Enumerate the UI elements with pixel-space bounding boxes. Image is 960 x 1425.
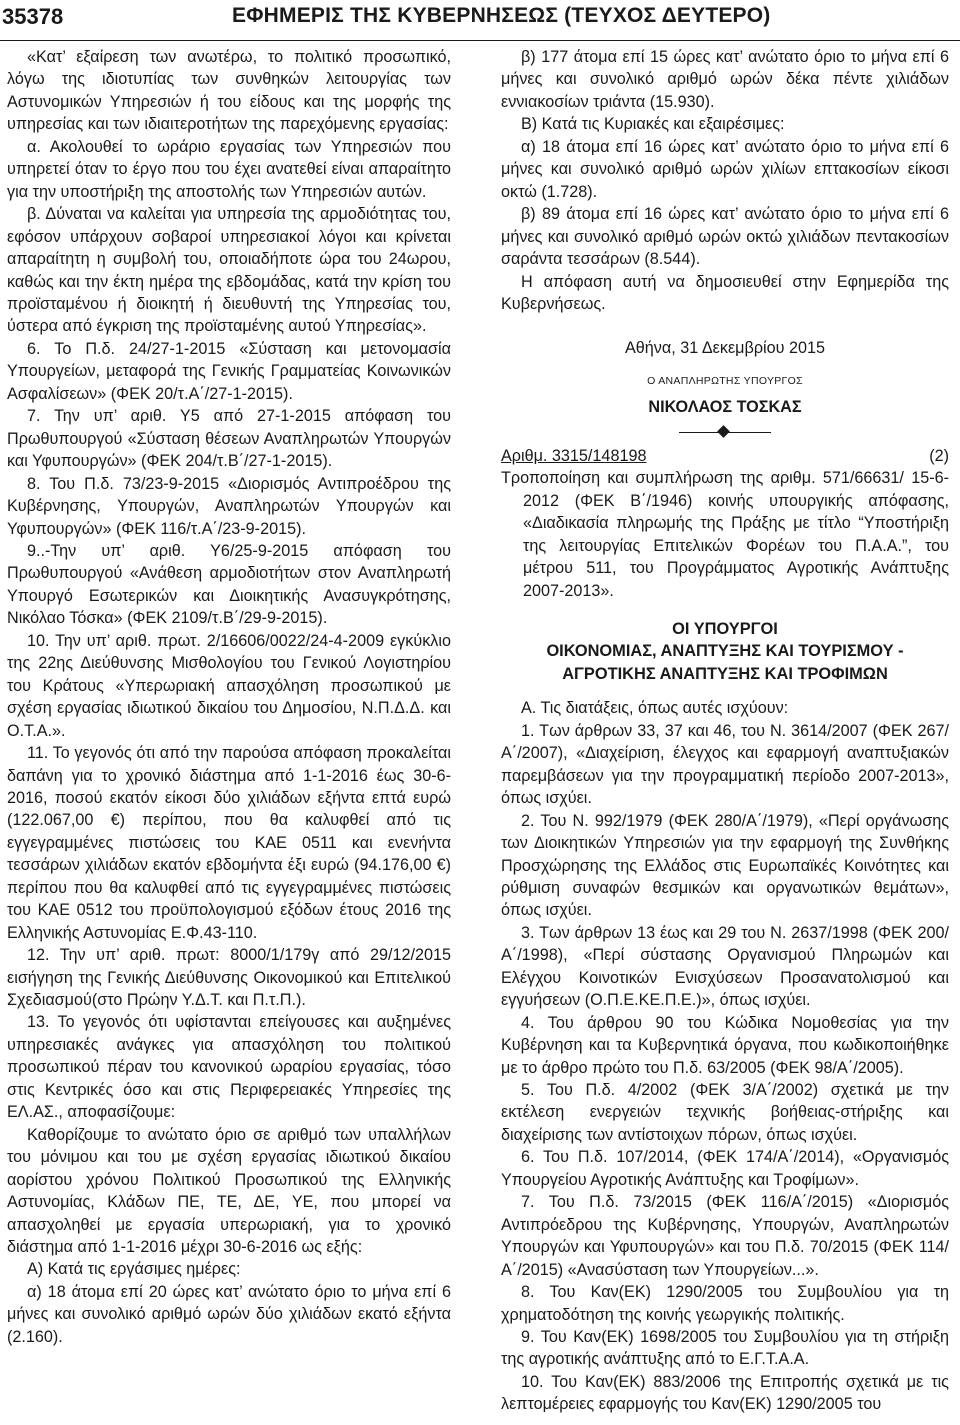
page-header bbox=[0, 0, 960, 41]
paragraph-item-10: 10. Την υπ’ αριθ. πρωτ. 2/16606/0022/24-4-2009 εγκύκλιο της 22ης Διεύθυνσης Μισθολογίου του Γενικού Λογιστηρίου του Κράτους «Υπερωριακή απασχόληση προσωπικού με σχέση εργασίας ιδιωτικού δικαίου του Δημοσίου, Ν.Π.Δ.Δ. και Ο.Τ.Α.». bbox=[7, 631, 451, 740]
spacer bbox=[501, 315, 949, 337]
decision-number: Αριθμ. 3315/148198 bbox=[501, 446, 647, 465]
divider bbox=[679, 427, 771, 439]
paragraph-item-b: β. Δύναται να καλείται για υπηρεσία της αρμοδιότητας του, εφόσον υπάρχουν σοβαροί υπηρεσιακοί λόγοι και κρίνεται απαραίτητη η συμβολή του, οποιαδήποτε ώρα του 24ωρου, καθώς και την έκτη ημέρα της εβδομάδας, κατά την κρίση του προϊσταμένου ή διοικητή ή διευθυντή της Υπηρεσίας του, ύστερα από έγκριση της προϊσταμένης αυτού Υπηρεσίας». bbox=[7, 205, 451, 336]
decision-subject: Τροποποίηση και συμπλήρωση της αριθμ. 571/66631/ 15-6-2012 (ΦΕΚ Β΄/1946) κοινής υπουργικής απόφασης, «Διαδικασία πληρωμής της Πράξης με τίτλο “Υποστήριξη της λειτουργίας Επιτελικών Φορέων του Π.Α.Α.”, του μέτρου 511, του Προγράμματος Αγροτικής Ανάπτυξης 2007-2013». bbox=[501, 469, 949, 600]
ministers-line-2: ΟΙΚΟΝΟΜΙΑΣ, ΑΝΑΠΤΥΞΗΣ ΚΑΙ ΤΟΥΡΙΣΜΟΥ - bbox=[546, 642, 904, 661]
provision-item-9: 9. Του Καν(ΕΚ) 1698/2005 του Συμβουλίου για τη στήριξη της αγροτικής ανάπτυξης από το Ε.Γ.Τ.Α.Α. bbox=[501, 1328, 949, 1369]
provision-item-7: 7. Του Π.δ. 73/2015 (ΦΕΚ 116/Α΄/2015) «Διορισμός Αντιπρόεδρου της Κυβέρνησης, Υπουργών, Αναπληρωτών Υπουργών και Υφυπουργών» και του Π.δ. 70/2015 (ΦΕΚ 114/Α΄/2015) «Ανασύσταση των Υπουργείων...». bbox=[501, 1193, 949, 1279]
sundays-item-b: β) 89 άτομα επί 16 ώρες κατ’ ανώτατο όριο το μήνα επί 6 μήνες και συνολικό αριθμό ωρών οκτώ χιλιάδων πεντακοσίων σαράντα τεσσάρων (8.544). bbox=[501, 205, 949, 269]
paragraph-item-12: 12. Την υπ’ αριθ. πρωτ: 8000/1/179γ από 29/12/2015 εισήγηση της Γενικής Διεύθυνσης Οικονομικού και Επιτελικού Σχεδιασμού(στο Πρώην Υ.Δ.Τ. και Π.τ.Π.). bbox=[7, 946, 451, 1010]
ministers-line-1: ΟΙ ΥΠΟΥΡΓΟΙ bbox=[672, 619, 778, 638]
provision-item-2: 2. Του Ν. 992/1979 (ΦΕΚ 280/Α΄/1979), «Περί οργάνωσης των Διοικητικών Υπηρεσιών για την εφαρμογή της Συνθήκης Προσχώρησης της Ελλάδος στις Ευρωπαϊκές Κοινότητες και ρύθμιση συναφών θεσμικών και οργανωτικών θεμάτων», όπως ισχύει. bbox=[501, 811, 949, 920]
left-column bbox=[7, 46, 451, 1348]
place-date: Αθήνα, 31 Δεκεμβρίου 2015 bbox=[624, 339, 825, 358]
paragraph-item-a: α. Ακολουθεί το ωράριο εργασίας των Υπηρεσιών που υπηρετεί όταν το έργο που του έχει ανατεθεί είναι απαραίτητο για την υποστήριξη της αποστολής των Υπηρεσιών αυτών. bbox=[7, 137, 451, 201]
provision-item-1: 1. Των άρθρων 33, 37 και 46, του Ν. 3614/2007 (ΦΕΚ 267/Α΄/2007), «Διαχείριση, έλεγχος και εφαρμογή αναπτυξιακών παρεμβάσεων για την προγραμματική περίοδο 2007-2013», όπως ισχύει. bbox=[501, 721, 949, 808]
publication-paragraph: Η απόφαση αυτή να δημοσιευθεί στην Εφημερίδα της Κυβερνήσεως. bbox=[501, 272, 949, 313]
divider-diamond-icon bbox=[717, 425, 730, 438]
decision-index: (2) bbox=[929, 446, 949, 465]
signatory-name: ΝΙΚΟΛΑΟΣ ΤΟΣΚΑΣ bbox=[648, 398, 802, 417]
ministers-line-3: ΑΓΡΟΤΙΚΗΣ ΑΝΑΠΤΥΞΗΣ ΚΑΙ ΤΡΟΦΙΜΩΝ bbox=[562, 664, 888, 683]
paragraph-item-6: 6. Το Π.δ. 24/27-1-2015 «Σύσταση και μετονομασία Υπουργείων, μεταφορά της Γενικής Γραμματείας Κοινωνικών Ασφαλίσεων» (ΦΕΚ 20/τ.Α΄/27-1-2015). bbox=[7, 339, 451, 403]
provision-item-6: 6. Του Π.δ. 107/2014, (ΦΕΚ 174/Α΄/2014), «Οργανισμός Υπουργείου Αγροτικής Ανάπτυξης και Τροφίμων». bbox=[501, 1148, 949, 1189]
gazette-title: ΕΦΗΜΕΡΙΣ ΤΗΣ ΚΥΒΕΡΝΗΣΕΩΣ (ΤΕΥΧΟΣ ΔΕΥΤΕΡΟ) bbox=[232, 4, 771, 27]
intro-paragraph: «Κατ’ εξαίρεση των ανωτέρω, το πολιτικό προσωπικό, λόγω της ιδιοτυπίας των συνθηκών λειτουργίας των Αστυνομικών Υπηρεσιών ή του είδους και της μορφής της υπηρεσίας και των ιδιαιτεροτήτων της παρεχόμενης εργασίας: bbox=[7, 48, 451, 134]
provision-item-8: 8. Του Καν(ΕΚ) 1290/2005 του Συμβουλίου για τη χρηματοδότηση της κοινής γεωργικής πολιτικής. bbox=[501, 1283, 949, 1324]
paragraph-item-13: 13. Το γεγονός ότι υφίστανται επείγουσες και αυξημένες υπηρεσιακές ανάγκες για απασχόληση του πολιτικού προσωπικού πέραν του κανονικού ωραρίου εργασίας, τόσο στις Κεντρικές όσο και στις Περιφερειακές Υπηρεσίες της ΕΛ.ΑΣ., αποφασίζουμε: bbox=[7, 1013, 451, 1122]
provisions-heading: Α. Τις διατάξεις, όπως αυτές ισχύουν: bbox=[521, 699, 789, 718]
signatory-title: Ο ΑΝΑΠΛΗΡΩΤΗΣ ΥΠΟΥΡΓΟΣ bbox=[647, 374, 803, 387]
sundays-heading: Β) Κατά τις Κυριακές και εξαιρέσιμες: bbox=[521, 115, 785, 134]
right-column bbox=[501, 46, 949, 1416]
spacer bbox=[501, 602, 949, 618]
weekdays-item-a: α) 18 άτομα επί 20 ώρες κατ’ ανώτατο όριο το μήνα επί 6 μήνες και συνολικό αριθμό ωρών δύο χιλιάδων εκατό εξήντα (2.160). bbox=[7, 1282, 451, 1346]
paragraph-item-8: 8. Του Π.δ. 73/23-9-2015 «Διορισμός Αντιπροέδρου της Κυβέρνησης, Υπουργών, Αναπληρωτών Υπουργών και Υφυπουργών» (ΦΕΚ 116/τ.Α΄/23-9-2015). bbox=[7, 474, 451, 538]
weekdays-heading: Α) Κατά τις εργάσιμες ημέρες: bbox=[27, 1260, 241, 1279]
paragraph-item-11: 11. Το γεγονός ότι από την παρούσα απόφαση προκαλείται δαπάνη για το χρονικό διάστημα από 1-1-2016 έως 30-6-2016, ποσού εκατόν είκοσι δύο χιλιάδων εξήντα επτά ευρώ (122.067,00 €) περίπου, που θα καλυφθεί από τις εγγεγραμμένες πιστώσεις του ΚΑΕ 0511 και ενενήντα τεσσάρων χιλιάδων εκατόν εβδομήντα έξι ευρώ (94.176,00 €) περίπου που θα καλυφθεί από τις εγγεγραμμένες πιστώσεις του ΚΑΕ 0512 του προϋπολογισμού εξόδων έτους 2016 της Ελληνικής Αστυνομίας Ε.Φ.43-110. bbox=[7, 744, 451, 942]
paragraph-item-9: 9..-Την υπ’ αριθ. Υ6/25-9-2015 απόφαση του Πρωθυπουργού «Ανάθεση αρμοδιοτήτων στον Αναπληρωτή Υπουργό Εσωτερικών και Διοικητικής Ανασυγκρότησης, Νικόλαο Τόσκα» (ΦΕΚ 2109/τ.Β΄/29-9-2015). bbox=[7, 541, 451, 628]
provision-item-5: 5. Του Π.δ. 4/2002 (ΦΕΚ 3/Α΄/2002) σχετικά με την εκτέλεση ενεργειών τεχνικής βοήθειας-στήριξης και διαχείρισης των αντίστοιχων πόρων, όπως ισχύει. bbox=[501, 1081, 949, 1144]
provision-item-10: 10. Του Καν(ΕΚ) 883/2006 της Επιτροπής σχετικά με τις λεπτομέρειες εφαρμογής του Καν(ΕΚ) 1290/2005 του bbox=[501, 1372, 949, 1414]
paragraph-item-7: 7. Την υπ’ αριθ. Υ5 από 27-1-2015 απόφαση του Πρωθυπουργού «Σύσταση θέσεων Αναπληρωτών Υπουργών και Υφυπουργών» (ΦΕΚ 204/τ.Β΄/27-1-2015). bbox=[7, 407, 451, 471]
ministers-heading bbox=[501, 618, 949, 685]
spacer bbox=[501, 685, 949, 697]
page-number: 35378 bbox=[2, 4, 64, 29]
sundays-item-a: α) 18 άτομα επί 16 ώρες κατ’ ανώτατο όριο το μήνα επί 6 μήνες και συνολικό αριθμό ωρών χιλίων επτακοσίων είκοσι οκτώ (1.728). bbox=[501, 137, 949, 201]
weekdays-item-b: β) 177 άτομα επί 15 ώρες κατ’ ανώτατο όριο το μήνα επί 6 μήνες και συνολικό αριθμό ωρών δέκα πέντε χιλιάδων εννιακοσίων τριάντα (15.930). bbox=[501, 48, 949, 111]
decision-number-row bbox=[501, 445, 949, 467]
provision-item-4: 4. Του άρθρου 90 του Κώδικα Νομοθεσίας για την Κυβέρνηση και τα Κυβερνητικά όργανα, που κωδικοποιήθηκε με το άρθρο πρώτο του Π.δ. 63/2005 (ΦΕΚ 98/Α΄/2005). bbox=[501, 1013, 949, 1077]
provision-item-3: 3. Των άρθρων 13 έως και 29 του Ν. 2637/1998 (ΦΕΚ 200/Α΄/1998), «Περί σύστασης Οργανισμού Πληρωμών και Ελέγχου Κοινοτικών Ενισχύσεων Προσανατολισμού και εγγυήσεων (Ο.Π.Ε.ΚΕ.Π.Ε.)», όπως ισχύει. bbox=[501, 923, 949, 1010]
decision-paragraph: Καθορίζουμε το ανώτατο όριο σε αριθμό των υπαλλήλων του μόνιμου και του με σχέση εργασίας ιδιωτικού δικαίου αορίστου χρόνου Πολιτικού Προσωπικού της Ελληνικής Αστυνομίας, Κλάδων ΠΕ, ΤΕ, ΔΕ, ΥΕ, που μπορεί να απασχοληθεί με εργασία υπερωριακή, για το χρονικό διάστημα από 1-1-2016 μέχρι 30-6-2016 ως εξής: bbox=[7, 1125, 451, 1257]
